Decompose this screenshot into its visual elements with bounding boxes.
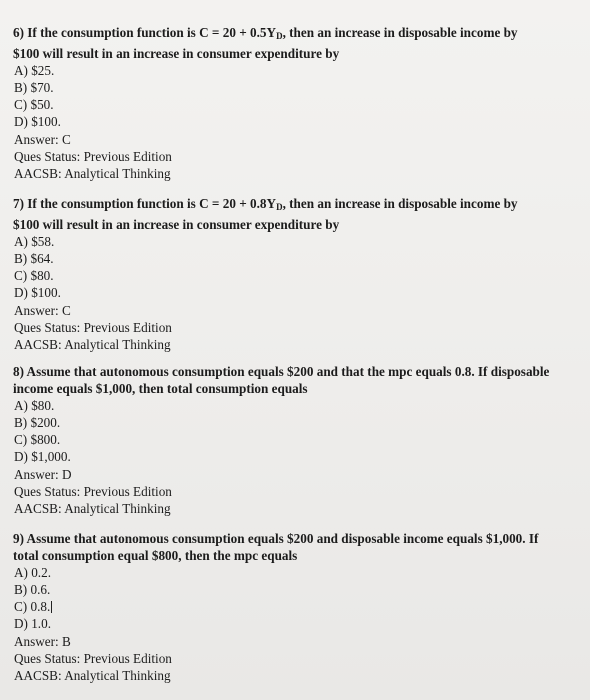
option-c: C) $50. (14, 97, 54, 113)
option-d: D) $1,000. (14, 449, 71, 465)
subscript-d: D (276, 202, 283, 212)
aacsb-line: AACSB: Analytical Thinking (14, 336, 171, 352)
aacsb-line: AACSB: Analytical Thinking (14, 667, 171, 683)
question-stem (13, 363, 583, 397)
question-9 (13, 530, 583, 684)
stem-line-2: income equals $1,000, then total consumption equals (13, 381, 308, 397)
stem-line-1-prefix: 7) If the consumption function is C = 20 + 0.8Y (13, 196, 277, 211)
option-d: D) 1.0. (14, 616, 51, 632)
aacsb-line: AACSB: Analytical Thinking (14, 500, 171, 516)
stem-line-2: $100 will result in an increase in consumer expenditure by (13, 217, 340, 233)
option-b: B) $70. (14, 80, 54, 96)
status-line: Ques Status: Previous Edition (14, 483, 172, 499)
answer-line: Answer: D (14, 466, 72, 482)
stem-line-1-suffix: , then an increase in disposable income by (282, 25, 518, 40)
question-6 (13, 24, 583, 182)
stem-line-1 (13, 195, 583, 216)
subscript-d: D (276, 31, 283, 41)
aacsb-line: AACSB: Analytical Thinking (14, 165, 171, 181)
stem-line-1-prefix: 6) If the consumption function is C = 20 + 0.5Y (13, 25, 277, 40)
option-a: A) 0.2. (14, 565, 51, 581)
option-a: A) $25. (14, 63, 55, 79)
stem-line-1: 8) Assume that autonomous consumption equals $200 and that the mpc equals 0.8. If disposable (13, 364, 550, 379)
question-stem (13, 195, 583, 233)
option-c: C) $80. (14, 268, 54, 284)
stem-line-1-suffix: , then an increase in disposable income by (282, 196, 518, 211)
stem-line-2: total consumption equal $800, then the mpc equals (13, 548, 298, 564)
option-a: A) $80. (14, 398, 55, 414)
question-stem (13, 24, 583, 62)
question-8 (13, 363, 583, 517)
option-c-text: C) 0.8. (14, 599, 51, 615)
answer-line: Answer: B (14, 633, 71, 649)
answer-line: Answer: C (14, 131, 71, 147)
stem-line-1: 9) Assume that autonomous consumption equals $200 and disposable income equals $1,000. If (13, 531, 539, 546)
question-stem (13, 530, 583, 564)
stem-line-2: $100 will result in an increase in consumer expenditure by (13, 46, 340, 62)
stem-line-1 (13, 24, 583, 45)
option-b: B) 0.6. (14, 582, 51, 598)
option-a: A) $58. (14, 234, 55, 250)
status-line: Ques Status: Previous Edition (14, 148, 172, 164)
text-cursor (51, 601, 52, 613)
option-c (13, 598, 583, 615)
option-b: B) $200. (14, 415, 61, 431)
option-c: C) $800. (14, 432, 61, 448)
status-line: Ques Status: Previous Edition (14, 319, 172, 335)
status-line: Ques Status: Previous Edition (14, 650, 172, 666)
option-d: D) $100. (14, 114, 61, 130)
option-b: B) $64. (14, 251, 54, 267)
answer-line: Answer: C (14, 302, 71, 318)
option-d: D) $100. (14, 285, 61, 301)
question-7 (13, 195, 583, 353)
